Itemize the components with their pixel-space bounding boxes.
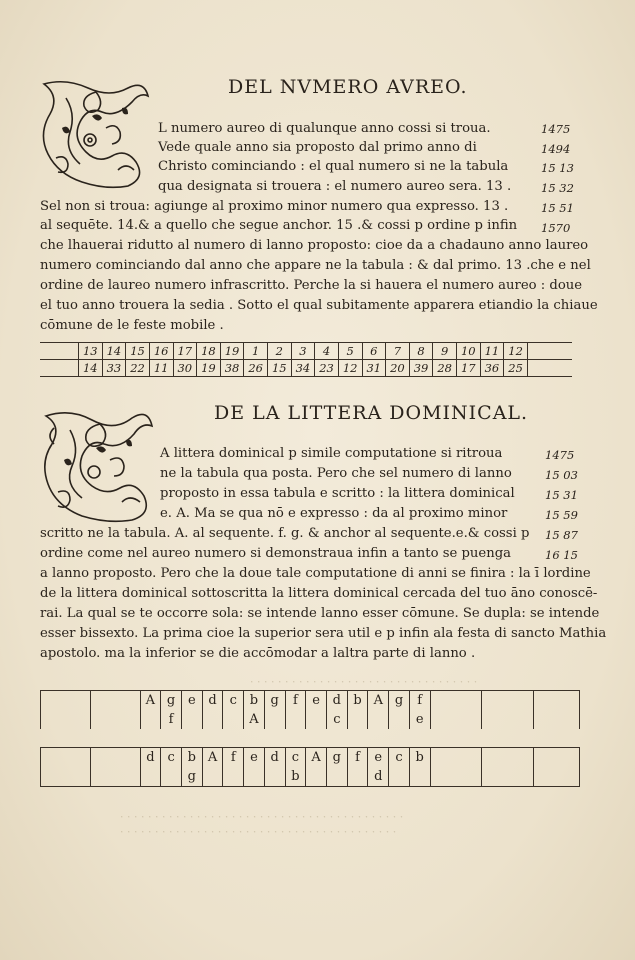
table-cell: f: [223, 748, 244, 768]
table-cell: 5: [338, 343, 362, 360]
table-spacer: [40, 360, 79, 377]
table-cell: 23: [315, 360, 339, 377]
table-cell: 11: [480, 343, 504, 360]
table-spacer: [41, 729, 580, 748]
table-cell: 17: [457, 360, 481, 377]
table-cell: [41, 710, 91, 729]
table-cell: 28: [433, 360, 457, 377]
text-line: scritto ne la tabula. A. al sequente. f. g. & anchor al sequente.e.& cossi p: [40, 526, 530, 541]
margin-year: 15 87: [545, 528, 578, 542]
table-cell: 33: [102, 360, 126, 377]
table-cell: [430, 767, 482, 787]
table-cell: [306, 767, 327, 787]
table-cell: [326, 767, 347, 787]
text-line: de la littera dominical sottoscritta la littera dominical cercada del tuo āno conoscē-: [40, 586, 598, 601]
table-cell: g: [389, 691, 410, 711]
margin-year: 1475: [545, 448, 575, 462]
table-cell: e: [368, 748, 389, 768]
section-title-aureo: DEL NVMERO AVREO.: [228, 76, 468, 98]
table-cell: [430, 691, 482, 711]
text-line: al sequēte. 14.& a quello che segue anchor. 15 .& cossi p ordine p infin: [40, 218, 518, 233]
table-cell: b: [347, 691, 368, 711]
text-line: numero cominciando dal anno che appare ne la tabula : & dal primo. 13 .che e nel: [40, 258, 591, 273]
table-cell: [347, 710, 368, 729]
table-cell: 31: [362, 360, 386, 377]
table-cell: g: [264, 691, 285, 711]
table-cell: g: [161, 691, 182, 711]
table-cell: [41, 691, 91, 711]
table-cell: A: [202, 748, 223, 768]
golden-number-table: [40, 342, 572, 377]
table-cell: 17: [173, 343, 197, 360]
table-cell: A: [368, 691, 389, 711]
dominical-row-lower: [41, 748, 580, 768]
text-line: L numero aureo di qualunque anno cossi si troua.: [158, 121, 491, 136]
table-cell: c: [161, 748, 182, 768]
table-cell: 25: [504, 360, 528, 377]
text-line: Christo cominciando : el qual numero si ne la tabula: [158, 159, 509, 174]
text-line: el tuo anno trouera la sedia . Sotto el qual subitamente apparera etiandio la chiaue: [40, 298, 598, 313]
table-cell: 9: [433, 343, 457, 360]
table-cell: [430, 710, 482, 729]
table-cell: [223, 710, 244, 729]
text-line: qua designata si trouera : el numero aureo sera. 13 .: [158, 179, 512, 194]
table-cell: 7: [386, 343, 410, 360]
dominical-row-upper-second: [41, 710, 580, 729]
table-cell: [140, 710, 161, 729]
table-cell: 15: [126, 343, 150, 360]
table-cell: 4: [315, 343, 339, 360]
table-cell: [161, 767, 182, 787]
table-cell: [90, 748, 140, 768]
table-cell: f: [161, 710, 182, 729]
margin-year: 15 03: [545, 468, 578, 482]
table-cell: A: [140, 691, 161, 711]
dominical-row-upper: [41, 691, 580, 711]
table-cell: 18: [197, 343, 221, 360]
table-cell: 14: [79, 360, 103, 377]
text-line: proposto in essa tabula e scritto : la littera dominical: [160, 486, 515, 501]
table-cell: c: [326, 710, 347, 729]
table-cell: [347, 767, 368, 787]
text-line: A littera dominical p simile computatione si ritroua: [160, 446, 503, 461]
table-cell: 19: [220, 343, 244, 360]
table-cell: 12: [338, 360, 362, 377]
bleed-through: · · · · · · · · · · · · · · · · · · · · · · · · · · · · · · · · ·: [250, 675, 478, 688]
margin-year: 1570: [541, 221, 571, 235]
table-cell: [409, 767, 430, 787]
margin-year: 16 15: [545, 548, 578, 562]
decorated-initial-L: [36, 78, 151, 190]
table-spacer: [528, 360, 573, 377]
text-line: ordine de laureo numero infrascritto. Perche la si hauera el numero aureo : doue: [40, 278, 583, 293]
table-cell: [534, 691, 580, 711]
table-cell: 16: [149, 343, 173, 360]
table-cell: [534, 710, 580, 729]
table-cell: [90, 710, 140, 729]
table-cell: b: [244, 691, 265, 711]
table-cell: 19: [197, 360, 221, 377]
table-cell: e: [181, 691, 202, 711]
golden-number-row: [40, 343, 572, 360]
table-cell: 30: [173, 360, 197, 377]
text-line: ordine come nel aureo numero si demonstraua infin a tanto se puenga: [40, 546, 512, 561]
table-cell: [41, 748, 91, 768]
table-cell: [181, 710, 202, 729]
margin-year: 1494: [541, 142, 571, 156]
table-cell: [264, 767, 285, 787]
table-cell: g: [181, 767, 202, 787]
margin-year: 15 59: [545, 508, 578, 522]
table-cell: c: [285, 748, 306, 768]
text-line: Sel non si troua: agiunge al proximo minor numero qua expresso. 13 .: [40, 199, 509, 214]
table-cell: 3: [291, 343, 315, 360]
table-cell: 8: [409, 343, 433, 360]
table-cell: d: [202, 691, 223, 711]
margin-year: 15 51: [541, 201, 574, 215]
table-spacer: [528, 343, 573, 360]
table-cell: [202, 767, 223, 787]
table-cell: [534, 748, 580, 768]
table-cell: f: [285, 691, 306, 711]
table-cell: g: [326, 748, 347, 768]
table-cell: b: [409, 748, 430, 768]
table-cell: 36: [480, 360, 504, 377]
table-cell: e: [306, 691, 327, 711]
table-cell: [389, 767, 410, 787]
table-cell: d: [368, 767, 389, 787]
text-line: apostolo. ma la inferior se die accōmodar a laltra parte di lanno .: [40, 646, 476, 661]
margin-year: 15 13: [541, 161, 574, 175]
table-cell: 39: [409, 360, 433, 377]
table-cell: [430, 748, 482, 768]
table-cell: [285, 710, 306, 729]
table-cell: f: [409, 691, 430, 711]
table-cell: 6: [362, 343, 386, 360]
margin-year: 15 32: [541, 181, 574, 195]
table-cell: 2: [268, 343, 292, 360]
table-cell: 34: [291, 360, 315, 377]
table-cell: [482, 691, 534, 711]
table-cell: [223, 767, 244, 787]
table-cell: A: [244, 710, 265, 729]
text-line: esser bissexto. La prima cioe la superior sera util e p infin ala festa di sancto Mathia: [40, 626, 607, 641]
epact-row: [40, 360, 572, 377]
section-title-dominical: DE LA LITTERA DOMINICAL.: [214, 402, 529, 424]
text-line: a lanno proposto. Pero che la doue tale computatione di anni se finira : la ī lordine: [40, 566, 591, 581]
table-cell: b: [181, 748, 202, 768]
table-cell: [244, 767, 265, 787]
table-cell: e: [244, 748, 265, 768]
table-cell: [482, 748, 534, 768]
table-gap-row: [41, 729, 580, 748]
table-cell: d: [326, 691, 347, 711]
margin-year: 15 31: [545, 488, 578, 502]
table-cell: [389, 710, 410, 729]
text-line: cōmune de le feste mobile .: [40, 318, 224, 333]
table-cell: 12: [504, 343, 528, 360]
text-line: Vede quale anno sia proposto dal primo anno di: [158, 140, 477, 155]
table-cell: [41, 767, 91, 787]
table-cell: f: [347, 748, 368, 768]
table-cell: e: [409, 710, 430, 729]
text-line: ne la tabula qua posta. Pero che sel numero di lanno: [160, 466, 512, 481]
table-cell: d: [264, 748, 285, 768]
table-cell: A: [306, 748, 327, 768]
table-cell: d: [140, 748, 161, 768]
table-cell: [90, 767, 140, 787]
table-cell: [482, 710, 534, 729]
table-cell: 11: [149, 360, 173, 377]
text-line: e. A. Ma se qua nō e expresso : da al proximo minor: [160, 506, 508, 521]
table-cell: [264, 710, 285, 729]
table-cell: 1: [244, 343, 268, 360]
bleed-through: · · · · · · · · · · · · · · · · · · · · · · · · · · · · · · · · · · · · · · · · ·: [120, 810, 404, 823]
table-spacer: [40, 343, 79, 360]
dominical-letter-table: [40, 690, 580, 787]
table-cell: [90, 691, 140, 711]
table-cell: 14: [102, 343, 126, 360]
table-cell: [202, 710, 223, 729]
table-cell: 22: [126, 360, 150, 377]
table-cell: 20: [386, 360, 410, 377]
table-cell: [140, 767, 161, 787]
table-cell: [368, 710, 389, 729]
table-cell: [306, 710, 327, 729]
table-cell: 15: [268, 360, 292, 377]
table-cell: 10: [457, 343, 481, 360]
table-cell: b: [285, 767, 306, 787]
dominical-row-lower-second: [41, 767, 580, 787]
decorated-initial-L: [36, 406, 154, 524]
table-cell: 38: [220, 360, 244, 377]
table-cell: c: [389, 748, 410, 768]
table-cell: c: [223, 691, 244, 711]
table-cell: [482, 767, 534, 787]
text-line: rai. La qual se te occorre sola: se intende lanno esser cōmune. Se dupla: se intende: [40, 606, 600, 621]
table-cell: 26: [244, 360, 268, 377]
bleed-through: · · · · · · · · · · · · · · · · · · · · · · · · · · · · · · · · · · · · · · · ·: [120, 825, 397, 838]
table-cell: 13: [79, 343, 103, 360]
margin-year: 1475: [541, 122, 571, 136]
text-line: che lhauerai ridutto al numero di lanno proposto: cioe da a chadauno anno laureo: [40, 238, 589, 253]
table-cell: [534, 767, 580, 787]
